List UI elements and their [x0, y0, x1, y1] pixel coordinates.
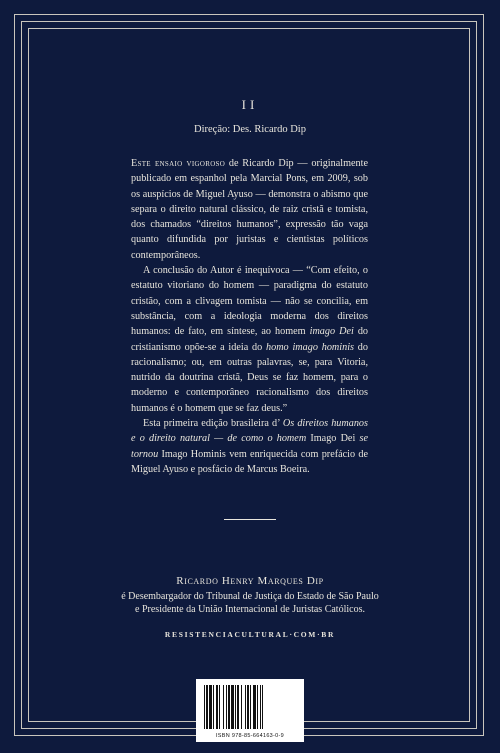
author-bio: [0, 590, 500, 616]
barcode-bar: [206, 685, 208, 729]
barcode-bar: [253, 685, 256, 729]
publisher-website: RESISTENCIACULTURAL·COM·BR: [164, 630, 336, 639]
barcode-bar: [262, 685, 263, 729]
barcode-bar: [245, 685, 246, 729]
barcode: [196, 679, 304, 742]
blurb-paragraph-3: [131, 416, 368, 477]
barcode-bar: [216, 685, 218, 729]
blurb-p2-text-a: A conclusão do Autor é inequívoca — “Com efeito, o estatuto vitoriano do homem — paradigma do estatuto cristão, com a clivagem tomista — não se concilia, em substância, com a ideologia moderna dos direitos humanos: de fato, em síntese, ao homem: [131, 265, 368, 338]
barcode-bar: [235, 685, 236, 729]
blurb-p2-text-c: do racionalismo; ou, em outras palavras, se, para Vitoria, nutrido da doutrina cristã, Deus se faz homem, para o moderno e contemporâneo racionalismo dos direitos humanos é o homem que se faz deus.”: [131, 341, 368, 414]
blurb-p2-italic-1: imago Dei: [309, 326, 354, 338]
blurb-paragraph-1: [131, 156, 368, 263]
blurb-p3-text-b: Imago Dei: [306, 433, 360, 445]
barcode-bars: [204, 685, 296, 729]
isbn-number: ISBN 978-85-664163-0-9: [215, 733, 285, 739]
barcode-bar: [223, 685, 224, 729]
barcode-bar: [250, 685, 251, 729]
blurb-p3-italic-1: Os direitos humanos e o direito natural — de como o homem: [131, 418, 368, 445]
author-bio-line-2: e Presidente da União Internacional de Juristas Católicos.: [135, 604, 365, 615]
blurb-p2-italic-2: homo imago hominis: [266, 341, 354, 353]
blurb-text: [131, 156, 368, 477]
series-direction: Direção: Des. Ricardo Dip: [194, 124, 306, 135]
barcode-bar: [257, 685, 258, 729]
series-number: II: [241, 97, 259, 112]
blurb-p2-text-b: do cristianismo opõe-se a ideia do: [131, 326, 369, 353]
barcode-bar: [241, 685, 242, 729]
author-bio-line-1: é Desembargador do Tribunal de Justiça do Estado de São Paulo: [121, 591, 379, 602]
blurb-paragraph-2: [131, 263, 368, 416]
barcode-bar: [228, 685, 230, 729]
blurb-p1-text: de Ricardo Dip — originalmente publicado em espanhol pela Marcial Pons, em 2009, sob os auspícios de Miguel Ayuso — demonstra o abismo que separa o direito natural clássico, de raiz cristã e tomista, dos chamados “direitos humanos”, expressão tão vaga quanto difundida por juristas e cientistas políticos contemporâneos.: [131, 158, 368, 261]
blurb-p3-italic-2: se tornou: [131, 433, 368, 460]
blurb-p3-text-a: Esta primeira edição brasileira d’: [143, 418, 283, 430]
barcode-bar: [237, 685, 239, 729]
divider-rule: [224, 519, 276, 520]
barcode-bar: [213, 685, 214, 729]
author-name: Ricardo Henry Marques Dip: [176, 575, 324, 587]
barcode-bar: [219, 685, 220, 729]
barcode-bar: [247, 685, 249, 729]
barcode-bar: [231, 685, 234, 729]
barcode-bar: [204, 685, 205, 729]
blurb-lead-smallcaps: Este ensaio vigoroso: [131, 158, 226, 169]
blurb-p3-text-c: Imago Hominis vem enriquecida com prefácio de Miguel Ayuso e posfácio de Marcus Boeira.: [131, 448, 368, 475]
barcode-bar: [260, 685, 261, 729]
barcode-bar: [226, 685, 227, 729]
barcode-bar: [209, 685, 212, 729]
